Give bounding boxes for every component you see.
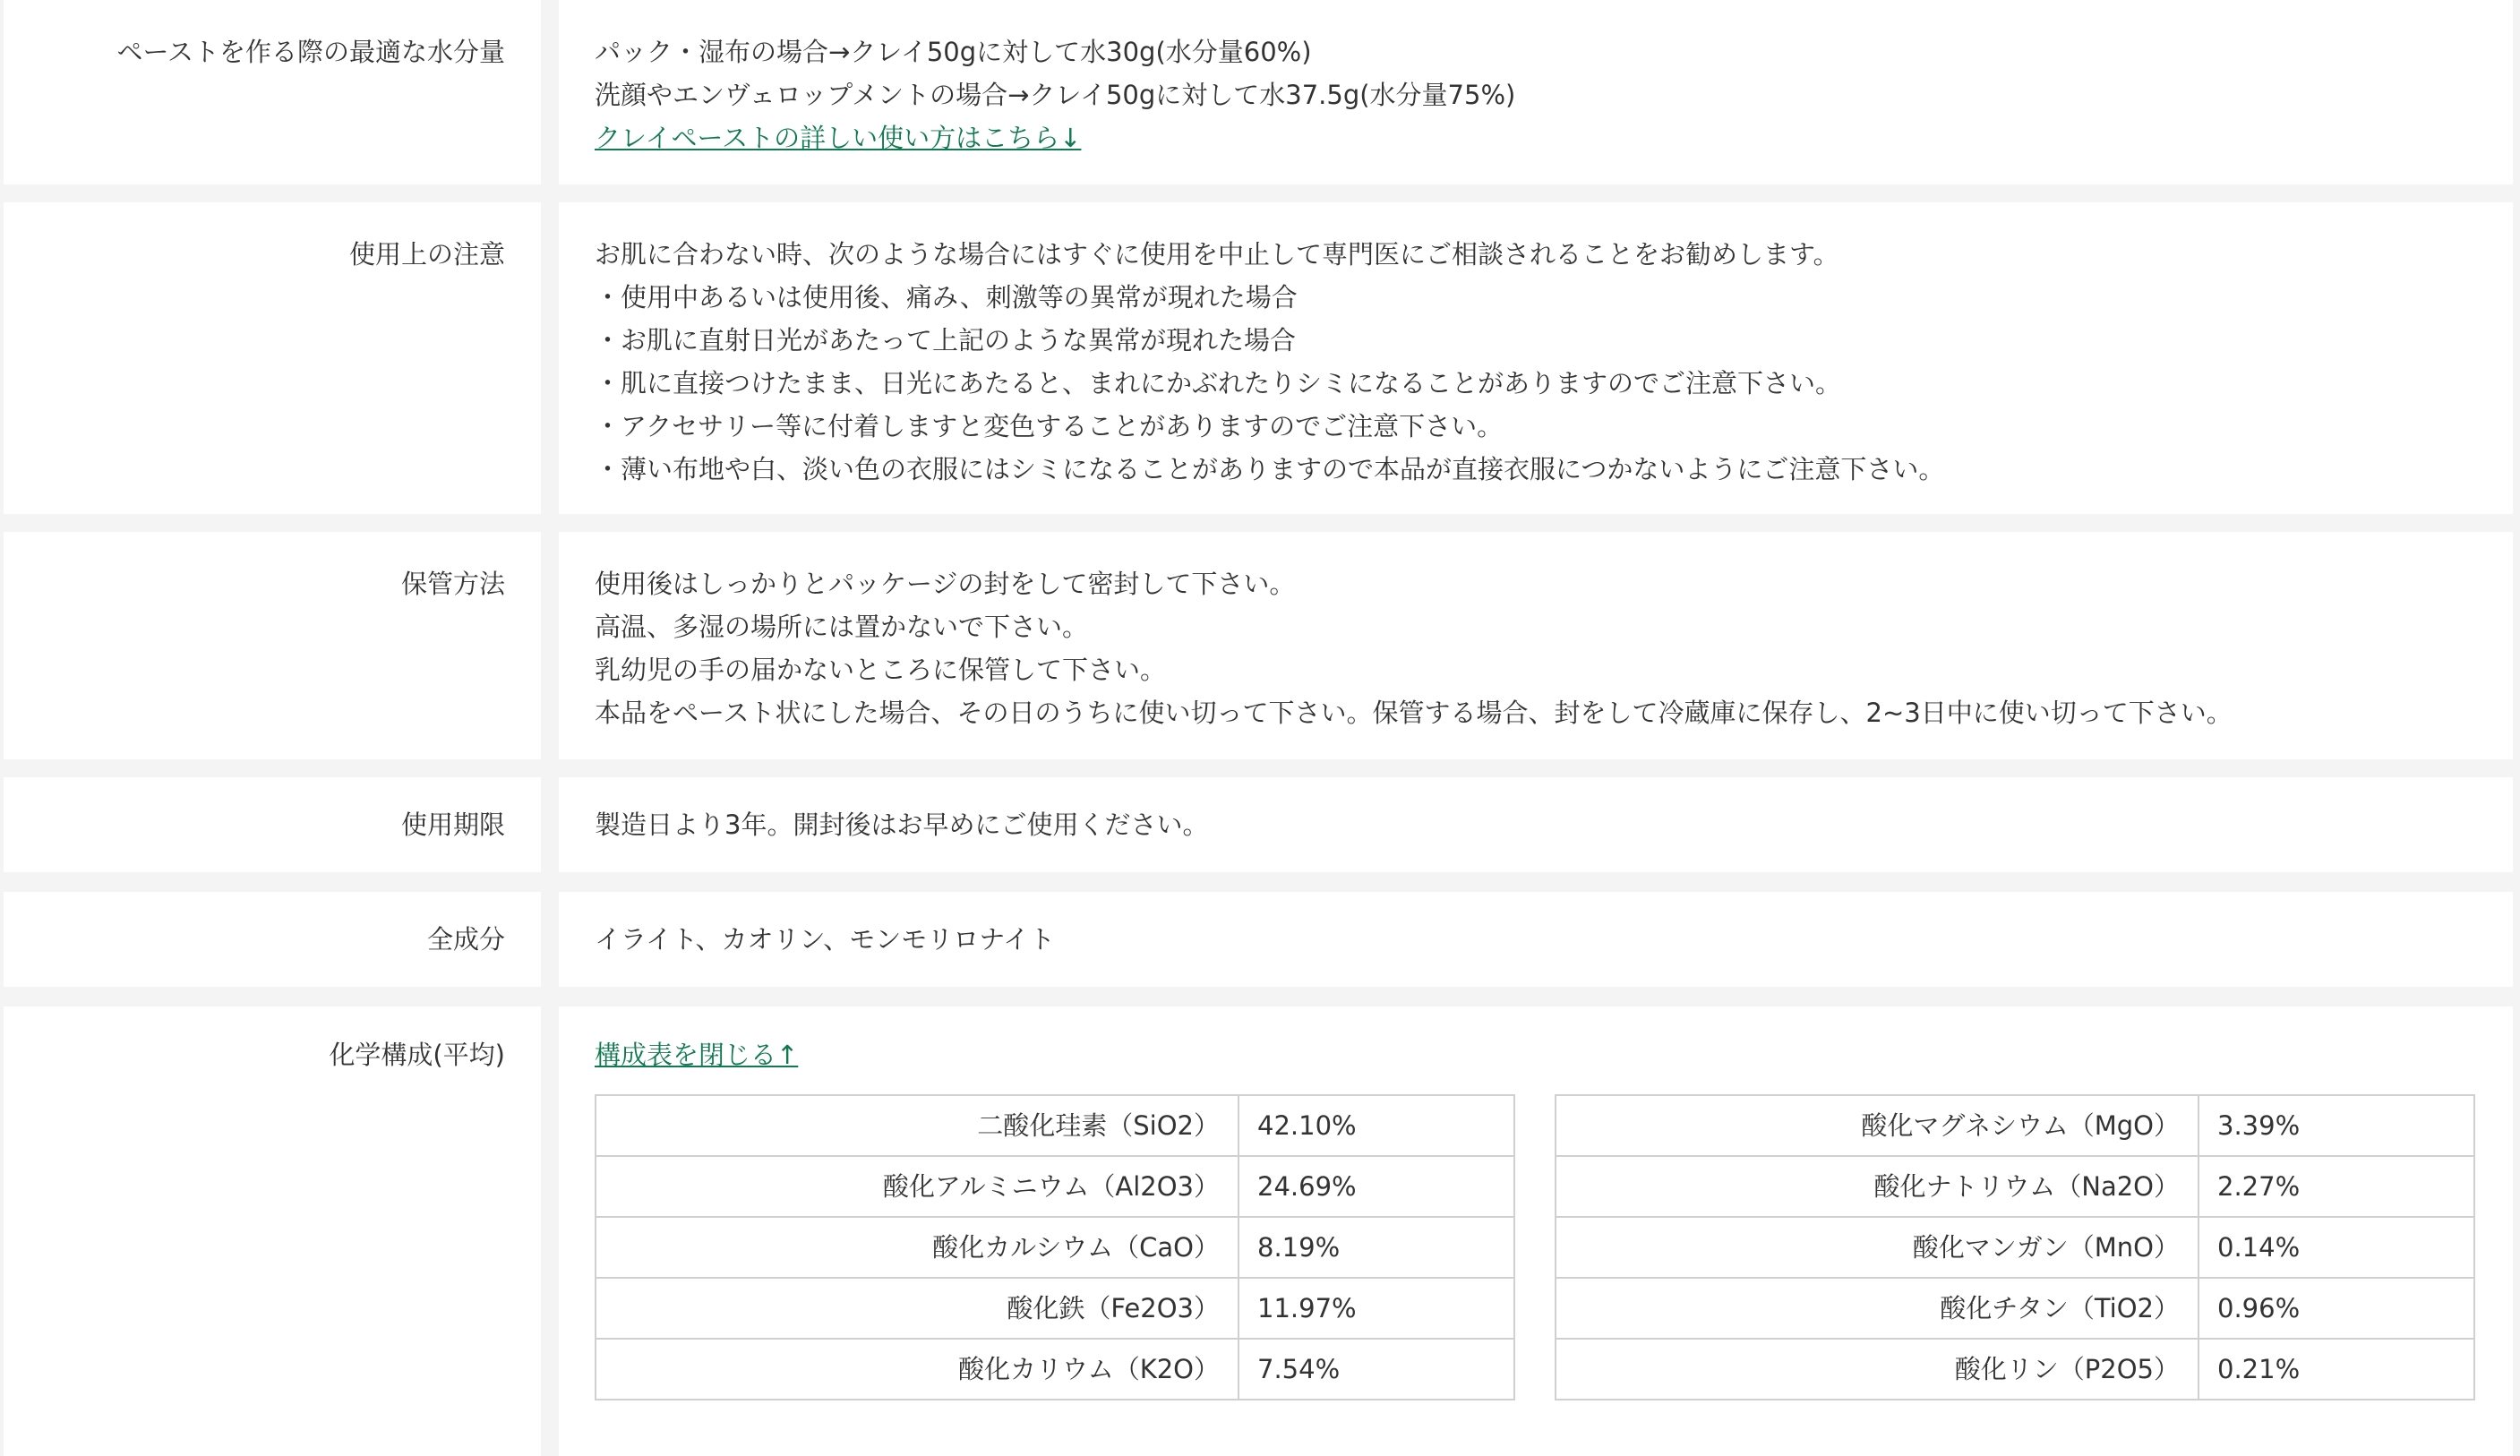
- content-line: 本品をペースト状にした場合、その日のうちに使い切って下さい。保管する場合、封をして冷蔵庫に保存し、2~3日中に使い切って下さい。: [595, 698, 2233, 728]
- compound-name: 酸化アルミニウム（Al2O3）: [596, 1156, 1239, 1217]
- row-label: [4, 892, 541, 987]
- compound-name: 酸化カルシウム（CaO）: [596, 1217, 1239, 1278]
- content-line: ・肌に直接つけたまま、日光にあたると、まれにかぶれたりシミになることがありますのでご注意下さい。: [595, 368, 1842, 398]
- compound-value: 3.39%: [2199, 1095, 2474, 1156]
- table-row: [1556, 1217, 2474, 1278]
- compound-name: 酸化マンガン（MnO）: [1556, 1217, 2199, 1278]
- content-line: パック・湿布の場合→クレイ50gに対して水30g(水分量60%): [595, 37, 1312, 67]
- content-line: 洗顔やエンヴェロップメントの場合→クレイ50gに対して水37.5g(水分量75%): [595, 80, 1516, 110]
- row-content: [559, 202, 2513, 514]
- row-label: [4, 777, 541, 872]
- table-row: [1556, 1156, 2474, 1217]
- compound-name: 酸化マグネシウム（MgO）: [1556, 1095, 2199, 1156]
- row-label-text: 化学構成(平均): [329, 1040, 505, 1070]
- table-row: [596, 1095, 1514, 1156]
- compound-name: 酸化鉄（Fe2O3）: [596, 1278, 1239, 1339]
- compound-name: 酸化リン（P2O5）: [1556, 1339, 2199, 1400]
- table-row: [1556, 1278, 2474, 1339]
- row-label-text: 使用期限: [400, 809, 505, 840]
- table-row: [596, 1217, 1514, 1278]
- content-line: お肌に合わない時、次のような場合にはすぐに使用を中止して専門医にご相談されることをお勧めします。: [595, 239, 1839, 270]
- composition-table-right: [1555, 1094, 2475, 1400]
- row-label-text: ペーストを作る際の最適な水分量: [116, 37, 505, 67]
- close-composition-table-link[interactable]: 構成表を閉じる↑: [595, 1040, 799, 1070]
- compound-name: 酸化ナトリウム（Na2O）: [1556, 1156, 2199, 1217]
- row-content: [559, 532, 2513, 759]
- compound-value: 0.21%: [2199, 1339, 2474, 1400]
- content-line: ・アクセサリー等に付着しますと変色することがありますのでご注意下さい。: [595, 411, 1504, 441]
- paste-usage-link[interactable]: クレイペーストの詳しい使い方はこちら↓: [595, 123, 1082, 153]
- row-label: [4, 202, 541, 514]
- compound-value: 8.19%: [1239, 1217, 1514, 1278]
- table-row: [596, 1339, 1514, 1400]
- spec-row-caution: [0, 202, 2520, 514]
- compound-name: 二酸化珪素（SiO2）: [596, 1095, 1239, 1156]
- table-row: [596, 1156, 1514, 1217]
- compound-name: 酸化カリウム（K2O）: [596, 1339, 1239, 1400]
- row-label: [4, 0, 541, 184]
- spec-row-storage: [0, 532, 2520, 759]
- row-label-text: 使用上の注意: [348, 239, 505, 270]
- row-content: [559, 892, 2513, 987]
- compound-value: 24.69%: [1239, 1156, 1514, 1217]
- content-line: ・使用中あるいは使用後、痛み、刺激等の異常が現れた場合: [595, 282, 1298, 313]
- row-content: [559, 1006, 2513, 1456]
- table-row: [1556, 1095, 2474, 1156]
- content-line: ・お肌に直射日光があたって上記のような異常が現れた場合: [595, 325, 1297, 355]
- spec-row-expiry: [0, 777, 2520, 872]
- table-row: [1556, 1339, 2474, 1400]
- row-label-text: 全成分: [426, 924, 505, 955]
- composition-table-left: [595, 1094, 1515, 1400]
- content-line: イライト、カオリン、モンモリロナイト: [595, 924, 1056, 955]
- compound-value: 11.97%: [1239, 1278, 1514, 1339]
- spec-row-chemical: [0, 1006, 2520, 1456]
- content-line: 乳幼児の手の届かないところに保管して下さい。: [595, 655, 1167, 685]
- compound-name: 酸化チタン（TiO2）: [1556, 1278, 2199, 1339]
- content-line: 高温、多湿の場所には置かないで下さい。: [595, 612, 1089, 642]
- row-label: [4, 1006, 541, 1456]
- content-line: ・薄い布地や白、淡い色の衣服にはシミになることがありますので本品が直接衣服につかないようにご注意下さい。: [595, 454, 1945, 484]
- compound-value: 0.14%: [2199, 1217, 2474, 1278]
- spec-row-water: [0, 0, 2520, 184]
- content-line: 製造日より3年。開封後はお早めにご使用ください。: [595, 809, 1209, 840]
- spec-row-ingredients: [0, 892, 2520, 987]
- compound-value: 2.27%: [2199, 1156, 2474, 1217]
- compound-value: 42.10%: [1239, 1095, 1514, 1156]
- row-content: [559, 777, 2513, 872]
- compound-value: 7.54%: [1239, 1339, 1514, 1400]
- content-line: 使用後はしっかりとパッケージの封をして密封して下さい。: [595, 569, 1296, 599]
- row-label: [4, 532, 541, 759]
- compound-value: 0.96%: [2199, 1278, 2474, 1339]
- row-content: [559, 0, 2513, 184]
- table-row: [596, 1278, 1514, 1339]
- row-label-text: 保管方法: [400, 569, 505, 599]
